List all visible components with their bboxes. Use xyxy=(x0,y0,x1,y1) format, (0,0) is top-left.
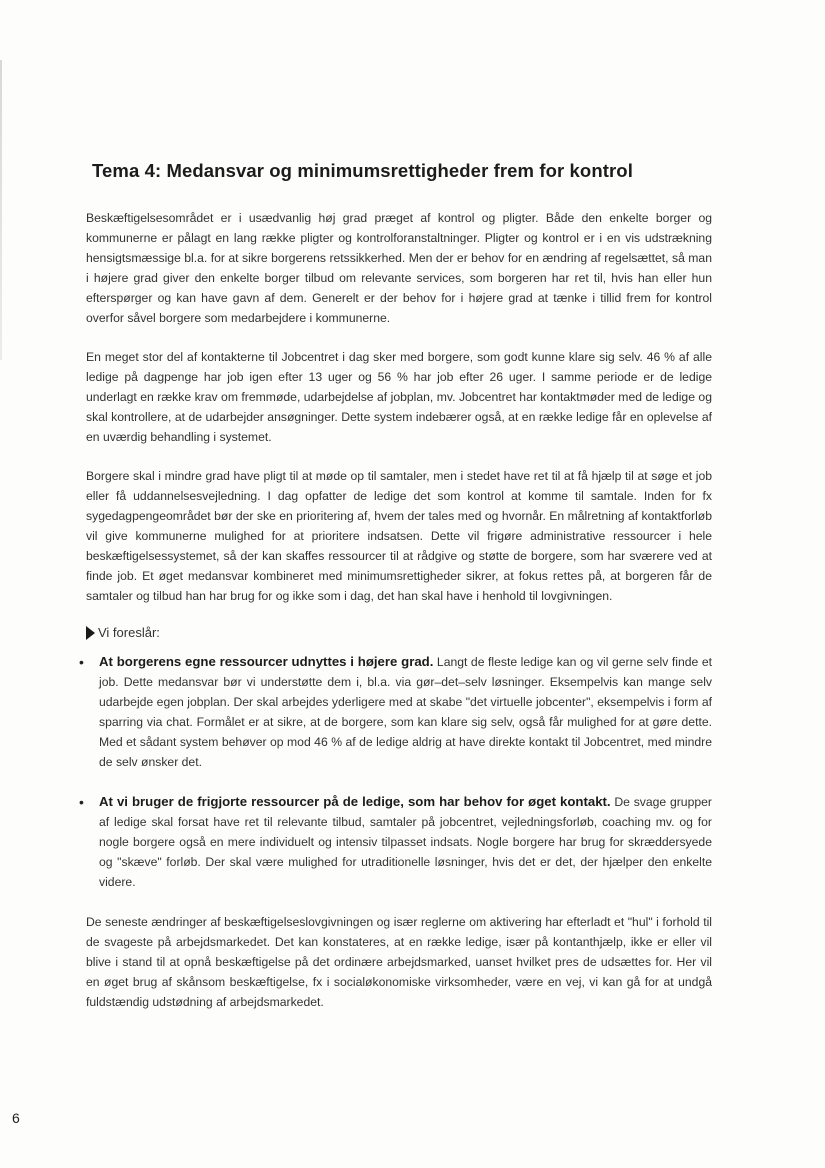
bullet-icon: • xyxy=(79,794,84,810)
arrow-right-icon xyxy=(86,626,95,640)
list-item xyxy=(79,652,712,772)
closing-paragraph: De seneste ændringer af beskæftigelseslovgivningen og især reglerne om aktivering har efterladt et "hul" i forhold til de svageste på arbejdsmarkedet. Det kan konstateres, at en række ledige, især på kontanthjælp, ikke er eller vil blive i stand til at opnå beskæftigelse på det ordinære arbejdsmarked, uanset hvilket pres de udsættes for. Her vil en øget brug af skånsom beskæftigelse, fx i socialøkonomiske virksomheder, være en vej, vi kan gå for at undgå fuldstændig udstødning af arbejdsmarkedet. xyxy=(86,915,712,1009)
paragraph-3: Borgere skal i mindre grad have pligt til at møde op til samtaler, men i stedet have ret til at få hjælp til at søge et job eller få uddannelsesvejledning. I dag opfatter de ledige det som kontrol at komme til samtale. Inden for fx sygedagpengeområdet bør der ske en prioritering af, hvem der tales med og hvornår. En målretning af kontaktforløb vil give kommunerne mulighed for at prioritere indsatsen. Dette vil frigøre administrative ressourcer i hele beskæftigelsessystemet, så der kan skaffes ressourcer til at rådgive og støtte de borgere, som har sværere ved at finde job. Et øget medansvar kombineret med minimumsrettigheder sikrer, at fokus rettes på, at borgeren får de samtaler og tilbud han har brug for og ikke som i dag, det han skal have i henhold til lovgivningen. xyxy=(86,469,712,603)
bullet-lead: At borgerens egne ressourcer udnyttes i højere grad. xyxy=(99,654,434,669)
bullet-text: De svage grupper af ledige skal forsat have ret til relevante tilbud, samtaler på jobcentret, vejledningsforløb, coaching mv. og for nogle borgere også en mere individuelt og intensiv tilpasset indsats. Nogle borgere har brug for skræddersyede og "skæve" forløb. Der skal være mulighed for utraditionelle løsninger, hvis det er det, der hjælper den enkelte videre. xyxy=(99,795,712,889)
proposal-list xyxy=(79,652,712,892)
proposal-intro xyxy=(86,625,712,640)
list-item xyxy=(79,792,712,892)
bullet-icon: • xyxy=(79,654,84,670)
bullet-lead: At vi bruger de frigjorte ressourcer på de ledige, som har behov for øget kontakt. xyxy=(99,794,611,809)
proposal-intro-label: Vi foreslår: xyxy=(98,625,160,640)
page-heading: Tema 4: Medansvar og minimumsrettigheder frem for kontrol xyxy=(92,160,633,181)
paragraph-1: Beskæftigelsesområdet er i usædvanlig høj grad præget af kontrol og pligter. Både den enkelte borger og kommunerne er pålagt en lang række pligter og kontrolforanstaltninger. Pligter og kontrol er i en vis udstrækning hensigtsmæssige bl.a. for at sikre borgerens retssikkerhed. Men der er behov for en ændring af regelsættet, så man i højere grad giver den enkelte borger tilbud om relevante services, som borgeren har ret til, hvis han eller hun efterspørger og kan have gavn af dem. Generelt er der behov for i højere grad at tænke i tillid frem for kontrol overfor såvel borgere som medarbejdere i kommunerne. xyxy=(86,211,712,325)
paragraph-2: En meget stor del af kontakterne til Jobcentret i dag sker med borgere, som godt kunne klare sig selv. 46 % af alle ledige på dagpenge har job igen efter 13 uger og 56 % har job efter 26 uger. I samme periode er de ledige underlagt en række krav om fremmøde, udarbejdelse af jobplan, mv. Jobcentret har kontaktmøder med de ledige og skal kontrollere, at de udarbejder ansøgninger. Dette system indebærer også, at en række ledige får en oplevelse af en uværdig behandling i systemet. xyxy=(86,350,712,444)
scan-edge xyxy=(0,60,2,360)
page-number: 6 xyxy=(12,1110,20,1126)
bullet-text: Langt de fleste ledige kan og vil gerne selv finde et job. Dette medansvar bør vi understøtte dem i, bl.a. via gør–det–selv løsninger. Eksempelvis kan mange selv udarbejde egen jobplan. Der skal arbejdes yderligere med at skabe "det virtuelle jobcenter", eksempelvis i form af sparring via chat. Formålet er at sikre, at de borgere, som kan klare sig selv, også får mulighed for at gøre dette. Med et sådant system behøver op mod 46 % af de ledige aldrig at have direkte kontakt til Jobcentret, med mindre de selv ønsker det. xyxy=(99,655,712,769)
page-content xyxy=(79,160,712,1031)
